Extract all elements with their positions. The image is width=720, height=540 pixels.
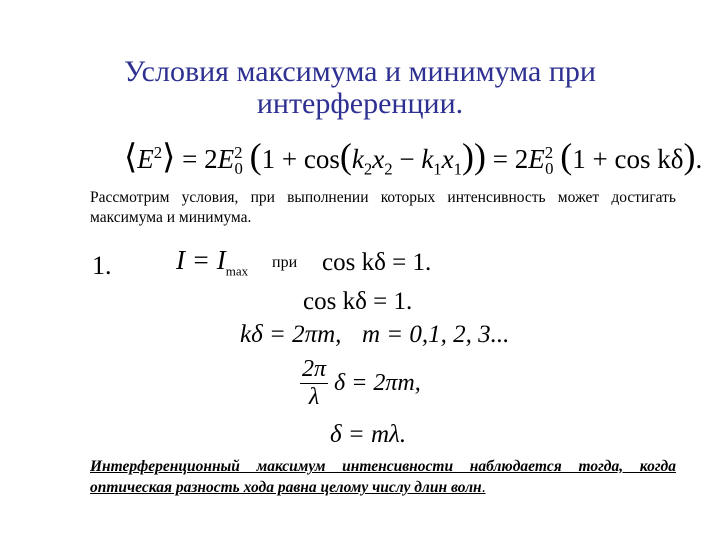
fraction-2pi-over-lambda: $\frac{2\pi}{\lambda}$	[302, 356, 327, 410]
condition-intensity: $I = I_{max}$	[176, 245, 249, 279]
equation-kdelta: kδ = 2πm,	[240, 321, 342, 348]
equation-cos: cos kδ = 1.	[303, 288, 413, 315]
intro-paragraph: Рассмотрим условия, при выполнении которых интенсивность может достигать максимума и минимума.	[90, 189, 676, 226]
slide-title-line1: Условия максимума и минимума при	[124, 55, 596, 88]
word-pri: при	[272, 254, 298, 271]
equation-m-values: m = 0,1, 2, 3...	[362, 321, 510, 348]
equation-delta: δ = mλ.	[330, 421, 407, 448]
equation-fraction: $\frac{2\pi}{\lambda}$ δ = 2πm,	[302, 356, 421, 410]
slide-title-line2: интерференции.	[256, 87, 464, 120]
item-number: 1.	[92, 251, 112, 280]
conclusion-text: Интерференционный максимум интенсивности наблюдается тогда, когда оптическая разность хода равна целому числу длин волн.	[90, 458, 676, 496]
condition-cos: cos kδ = 1.	[322, 249, 432, 276]
main-formula: $⟨E^2⟩ = 2E^2_0$ $(1 + \cos(k_2x_2 - k_1x_1)) = 2E^2_0$ (1 + cos kδ).	[124, 136, 703, 179]
